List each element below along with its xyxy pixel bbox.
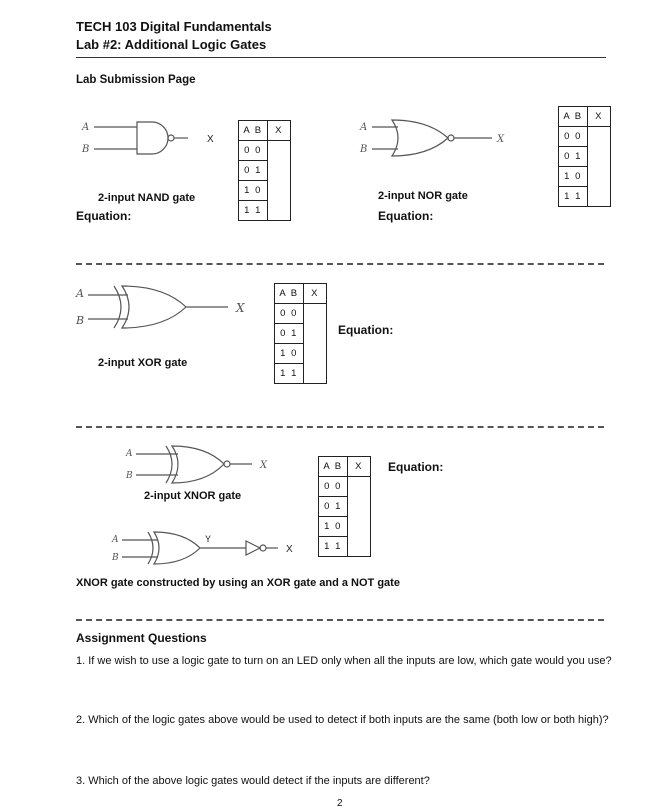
tt-header-x: X xyxy=(348,457,371,477)
xor-gate-symbol xyxy=(76,284,256,330)
nand-input-b: B xyxy=(82,144,90,155)
tt-output-cell[interactable] xyxy=(304,304,327,384)
submission-heading: Lab Submission Page xyxy=(76,74,196,86)
question-3: 3. Which of the above logic gates would detect if the inputs are different? xyxy=(76,775,430,787)
tt-header-x: X xyxy=(268,121,291,141)
combo-input-b: B xyxy=(112,553,119,563)
xor-input-a: A xyxy=(76,287,84,300)
questions-heading: Assignment Questions xyxy=(76,631,207,645)
tt-row-input: 1 0 xyxy=(239,181,268,201)
header-rule xyxy=(76,57,606,58)
section-divider xyxy=(76,263,604,265)
tt-row-input: 0 1 xyxy=(239,161,268,181)
course-title: TECH 103 Digital Fundamentals xyxy=(76,19,272,34)
section-divider xyxy=(76,426,604,428)
tt-row-input: 0 0 xyxy=(559,127,588,147)
xor-label: 2-input XOR gate xyxy=(98,357,188,369)
nor-output-x: X xyxy=(497,134,505,145)
question-2: 2. Which of the logic gates above would be used to detect if both inputs are the same (both low or both high)? xyxy=(76,714,609,726)
tt-row-input: 0 0 xyxy=(319,477,348,497)
xnor-gate-symbol xyxy=(122,446,282,486)
nand-output-x: X xyxy=(207,134,214,145)
question-1: 1. If we wish to use a logic gate to turn on an LED only when all the inputs are low, which gate would you use? xyxy=(76,655,612,667)
nor-input-a: A xyxy=(360,122,368,133)
tt-row-input: 0 0 xyxy=(239,141,268,161)
combo-mid-y: Y xyxy=(205,534,212,544)
tt-output-cell[interactable] xyxy=(268,141,291,221)
nor-gate-symbol xyxy=(360,118,520,158)
xnor-input-a: A xyxy=(126,449,133,459)
tt-header-ab: A B xyxy=(275,284,304,304)
nand-label: 2-input NAND gate xyxy=(98,192,196,204)
tt-row-input: 1 1 xyxy=(239,201,268,221)
nand-truth-table xyxy=(238,120,291,221)
tt-row-input: 1 1 xyxy=(319,537,348,557)
nor-truth-table xyxy=(558,106,611,207)
xor-input-b: B xyxy=(76,314,85,327)
tt-row-input: 0 1 xyxy=(559,147,588,167)
section-divider xyxy=(76,619,604,621)
xnor-equation-label: Equation: xyxy=(388,460,444,474)
tt-header-ab: A B xyxy=(559,107,588,127)
xnor-truth-table xyxy=(318,456,371,557)
tt-output-cell[interactable] xyxy=(588,127,611,207)
xor-output-x: X xyxy=(236,301,245,315)
lab-title: Lab #2: Additional Logic Gates xyxy=(76,37,267,52)
tt-output-cell[interactable] xyxy=(348,477,371,557)
tt-row-input: 1 0 xyxy=(559,167,588,187)
nand-equation-label: Equation: xyxy=(76,209,132,223)
tt-row-input: 0 0 xyxy=(275,304,304,324)
xnor-input-b: B xyxy=(126,471,133,481)
xnor-output-x: X xyxy=(260,460,268,471)
combo-input-a: A xyxy=(112,535,119,545)
nor-input-b: B xyxy=(360,144,368,155)
tt-header-ab: A B xyxy=(239,121,268,141)
xor-not-combo-symbol xyxy=(108,532,304,564)
xor-equation-label: Equation: xyxy=(338,323,394,337)
tt-row-input: 0 1 xyxy=(319,497,348,517)
xnor-combo-label: XNOR gate constructed by using an XOR gate and a NOT gate xyxy=(76,577,400,589)
nand-gate-symbol xyxy=(82,118,222,158)
tt-row-input: 1 1 xyxy=(275,364,304,384)
nor-equation-label: Equation: xyxy=(378,209,434,223)
xnor-label: 2-input XNOR gate xyxy=(144,490,242,502)
tt-row-input: 0 1 xyxy=(275,324,304,344)
tt-header-ab: A B xyxy=(319,457,348,477)
tt-row-input: 1 1 xyxy=(559,187,588,207)
nand-input-a: A xyxy=(82,122,90,133)
tt-row-input: 1 0 xyxy=(319,517,348,537)
page-number: 2 xyxy=(337,798,343,809)
xor-truth-table xyxy=(274,283,327,384)
combo-output-x: X xyxy=(286,544,293,555)
tt-header-x: X xyxy=(304,284,327,304)
tt-row-input: 1 0 xyxy=(275,344,304,364)
nor-label: 2-input NOR gate xyxy=(378,190,468,202)
tt-header-x: X xyxy=(588,107,611,127)
